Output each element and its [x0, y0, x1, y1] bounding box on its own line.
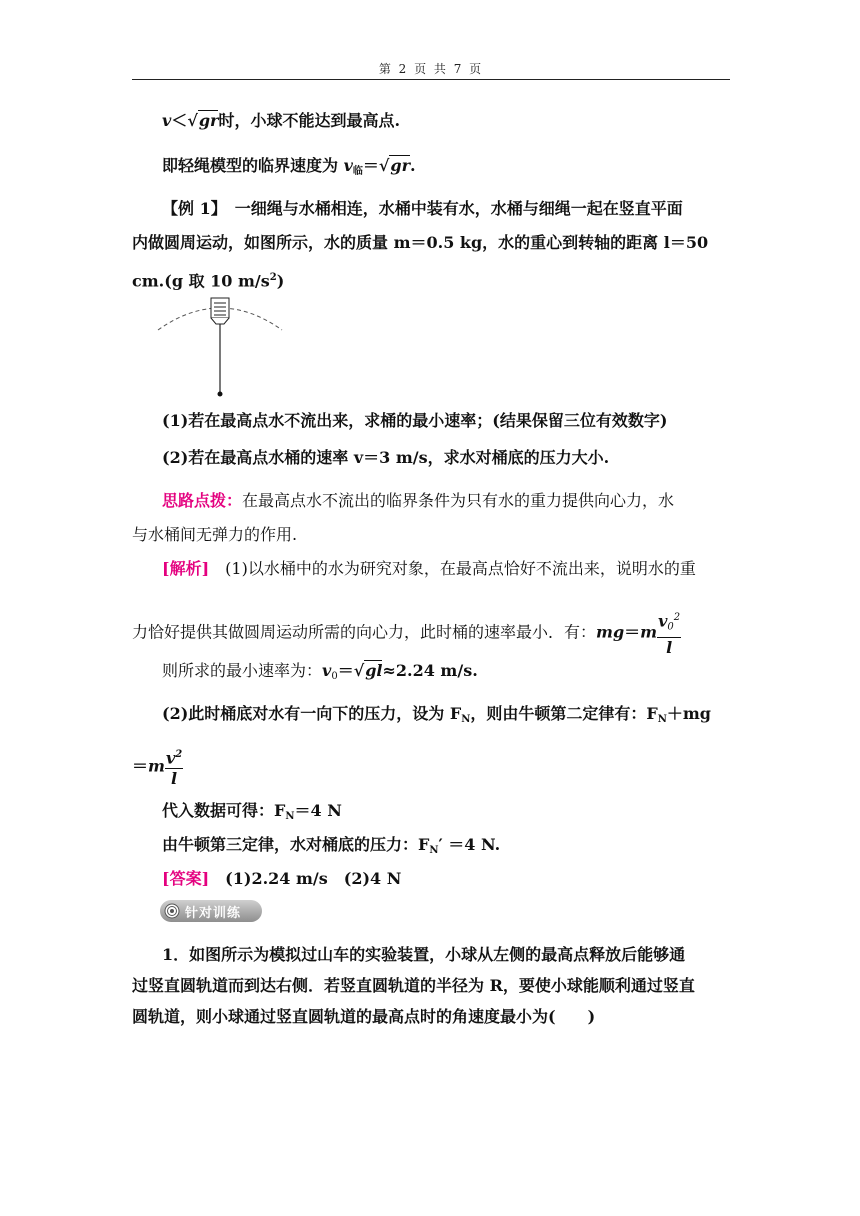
practice-badge [160, 900, 262, 922]
hint-label: 思路点拨： [162, 491, 243, 510]
analysis-line-6: 代入数据可得：$F_N=4$ N [162, 801, 342, 822]
analysis-line-7: 由牛顿第三定律，水对桶底的压力：$F_N' =4$ N. [162, 835, 501, 856]
problem-1-line-2: 过竖直圆轨道而到达右侧．若竖直圆轨道的半径为 R，要使小球能顺利通过竖直 [132, 976, 695, 995]
analysis-line-3: 则所求的最小速率为：$v_0=√gl\approx 2.24$ m/s. [162, 661, 478, 682]
page-header: 第 2 页 共 7 页 [378, 62, 484, 76]
text-line-2: 即轻绳模型的临界速度为 $v_临=√gr$. [162, 156, 416, 177]
bucket-bottom [211, 318, 229, 324]
hint-line-2: 与水桶间无弹力的作用. [132, 525, 298, 544]
analysis-label: [解析] [162, 559, 210, 578]
analysis-line-1: [解析] (1)以水桶中的水为研究对象，在最高点恰好不流出来，说明水的重 [162, 559, 696, 578]
header-rule [132, 79, 730, 80]
analysis-line-4: (2)此时桶底对水有一向下的压力，设为 $F_N$，则由牛顿第二定律有：$F_N+mg$ [162, 704, 711, 725]
question-2: (2)若在最高点水桶的速率 v＝3 m/s，求水对桶底的压力大小. [162, 448, 610, 467]
example-line-2: 内做圆周运动，如图所示，水的质量 m＝0.5 kg，水的重心到转轴的距离 l＝50 [132, 233, 709, 252]
badge-label: 针对训练 [185, 905, 242, 921]
analysis-line-5: ＝m $\frac{v^2}{l}$ [132, 745, 183, 789]
hint-line-1: 思路点拨：在最高点水不流出的临界条件为只有水的重力提供向心力，水 [162, 491, 675, 510]
target-icon [164, 903, 180, 919]
bucket-figure [150, 290, 290, 400]
text-line-1: v＜√gr时，小球不能达到最高点. [162, 111, 401, 130]
example-line-3: cm.(g 取 10 $m/s^2$) [132, 271, 285, 291]
analysis-line-2: 力恰好提供其做圆周运动所需的向心力，此时桶的速率最小．有：mg＝m $\frac{v_0^2}{l}$ [132, 608, 681, 658]
question-1: (1)若在最高点水不流出来，求桶的最小速率；(结果保留三位有效数字) [162, 411, 668, 430]
answer-label: [答案] [162, 869, 210, 888]
example-line-1: 【例 1】 一细绳与水桶相连，水桶中装有水，水桶与细绳一起在竖直平面 [162, 199, 683, 218]
example-label: 【例 1】 [162, 199, 219, 218]
pivot-point [218, 392, 223, 397]
problem-1-line-1: 1．如图所示为模拟过山车的实验装置，小球从左侧的最高点释放后能够通 [162, 945, 686, 964]
problem-1-line-3: 圆轨道，则小球通过竖直圆轨道的最高点时的角速度最小为( ) [132, 1007, 596, 1026]
answer-line: [答案] (1)2.24 m/s (2)4 N [162, 869, 402, 888]
